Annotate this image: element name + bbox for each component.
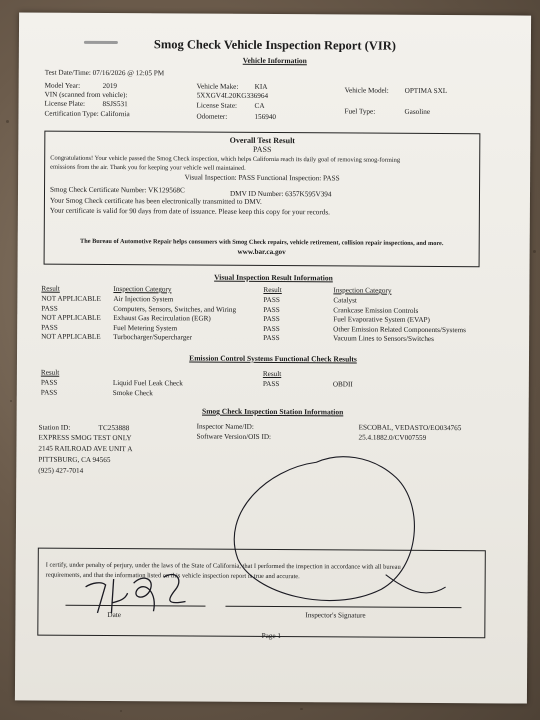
station-phone: (925) 427-7014 [38,466,84,475]
overall-result: PASS [253,144,272,154]
overall-heading: Overall Test Result [229,135,296,146]
visual-row-result: PASS [263,295,280,305]
visual-row-category: Catalyst [333,296,357,305]
visual-row-result: PASS [41,323,58,332]
visual-row-result: NOT APPLICABLE [41,294,101,303]
station-address-2: PITTSBURG, CA 94565 [38,455,111,465]
vin-value: 5XXGV4L20KG336964 [196,91,269,100]
functional-row-category: Smoke Check [112,388,153,397]
vin-label: VIN (scanned from vehicle): [44,90,128,100]
functional-row-category: Liquid Fuel Leak Check [112,379,183,388]
functional-row-result: PASS [40,378,58,387]
vir-document [15,12,531,703]
functional-right-result: PASS [262,379,280,389]
model-year-label: Model Year: [44,81,81,90]
software-label: Software Version/OIS ID: [196,432,272,441]
date-digit-2-stroke [164,574,186,602]
date-label: Date [107,610,122,620]
software-value: 25.4.1882.0/CV007559 [358,433,427,442]
visual-row-category: Fuel Metering System [113,323,178,333]
functional-left-result-header: Result [40,368,60,377]
visual-left-category-header: Inspection Category [113,285,172,294]
visual-right-result-header: Result [263,285,282,295]
signature-loop-stroke [234,456,415,601]
visual-row-result: NOT APPLICABLE [41,332,101,342]
fuel-label: Fuel Type: [344,107,376,116]
validity-note: Your certificate is valid for 90 days from date of issuance. Please keep this copy for your records. [49,206,331,217]
visual-row-category: Fuel Evaporative System (EVAP) [333,315,430,325]
visual-row-category: Other Emission Related Components/Systems [333,325,466,334]
visual-row-result: PASS [41,304,58,313]
make-label: Vehicle Make: [196,82,239,91]
date-digit-1-stroke [111,579,127,613]
visual-row-category: Computers, Sensors, Switches, and Wiring [113,304,237,314]
visual-right-category-header: Inspection Category [333,286,392,295]
visual-row-result: PASS [263,324,280,333]
license-plate-label: License Plate: [44,99,86,108]
certificate-number: Smog Check Certificate Number: VK129568C [49,185,185,195]
bureau-url: www.bar.ca.gov [237,247,286,257]
license-state-label: License State: [196,101,238,110]
visual-functional-summary: Visual Inspection: PASS Functional Inspection: PASS [184,173,340,183]
vehicle-info-heading: Vehicle Information [242,55,307,66]
visual-row-category: Vacuum Lines to Sensors/Switches [333,334,434,344]
license-state-value: CA [254,101,265,110]
visual-row-result: PASS [263,305,280,314]
visual-row-result: NOT APPLICABLE [41,313,101,323]
certify-line2: requirements, and that the information listed on this vehicle inspection report is true and accurate. [45,571,300,581]
signature-label: Inspector's Signature [305,611,366,620]
inspector-label: Inspector Name/ID: [196,422,254,431]
visual-row-category: Air Injection System [113,295,174,304]
inspector-value: ESCOBAL, VEDASTO/EO034765 [358,423,462,433]
visual-row-category: Exhaust Gas Recirculation (EGR) [113,314,211,323]
visual-heading: Visual Inspection Result Information [214,272,333,283]
certify-line1: I certify, under penalty of perjury, under the laws of the State of California, that I performed the inspection in accordance with all bureau [45,561,401,571]
model-label: Vehicle Model: [344,86,389,95]
station-heading: Smog Check Inspection Station Information [202,406,344,417]
fuel-value: Gasoline [404,107,431,116]
visual-row-category: Crankcase Emission Controls [333,305,419,315]
visual-row-category: Turbocharger/Supercharger [113,333,193,342]
odometer-value: 156940 [254,112,277,122]
page-number: Page 1 [261,631,282,641]
functional-row-result: PASS [40,388,58,397]
station-address-1: 2145 RAILROAD AVE UNIT A [38,444,133,454]
make-value: KIA [254,82,268,91]
visual-row-result: PASS [263,334,280,343]
functional-heading: Emission Control Systems Functional Check Results [189,353,357,364]
station-name: EXPRESS SMOG TEST ONLY [38,433,132,443]
date-digit-7-stroke [85,583,105,613]
test-datetime: Test Date/Time: 07/16/2026 @ 12:05 PM [44,68,165,78]
model-year-value: 2019 [102,81,118,91]
functional-right-result-header: Result [262,369,282,379]
congrats-line1: Congratulations! Your vehicle passed the Smog Check inspection, which helps California reach its daily goal of removing smog-forming [50,154,401,164]
cert-type: Certification Type: California [44,109,130,119]
odometer-label: Odometer: [196,112,228,121]
station-id-label: Station ID: [38,423,71,432]
bureau-note: The Bureau of Automotive Repair helps consumers with Smog Check repairs, vehicle retirement, collision repair inspections, and more. [79,237,444,248]
handwritten-signature [15,12,531,703]
model-value: OPTIMA SXL [404,86,448,96]
congrats-line2: emissions from the air. Thank you for keeping your vehicle well maintained. [50,163,246,172]
functional-right-category: OBDII [332,380,353,389]
station-id-value: TC253888 [98,423,130,433]
date-digit-6-stroke [133,578,154,611]
transmitted-note: Your Smog Check certificate has been electronically transmitted to DMV. [49,196,262,206]
report-title: Smog Check Vehicle Inspection Report (VIR) [153,37,396,53]
signature-tail-stroke [386,575,446,593]
dmv-id-number: DMV ID Number: 6357K595V394 [229,189,332,199]
license-plate-value: 8SJS531 [102,99,128,109]
visual-row-result: PASS [263,315,280,324]
visual-left-result-header: Result [41,284,60,293]
